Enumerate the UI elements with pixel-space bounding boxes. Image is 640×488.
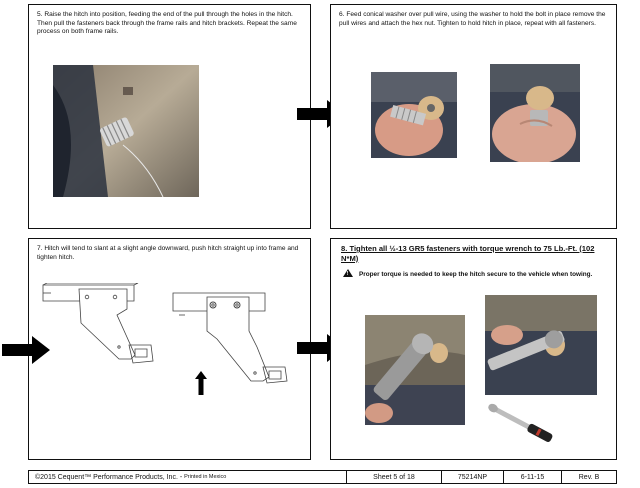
printed-in-text: Printed in Mexico (184, 474, 227, 480)
copyright-text: ©2015 Cequent™ Performance Products, Inc. - (35, 473, 183, 481)
footer-copyright (29, 471, 347, 483)
torque-wrench-tool (483, 399, 561, 449)
warning-triangle-icon: ! (343, 269, 353, 277)
footer-date: 6-11-15 (504, 471, 562, 483)
step-7-panel (28, 238, 311, 460)
step-6-panel (330, 4, 617, 229)
right-arrow-icon (2, 336, 50, 369)
step-6-text: 6. Feed conical washer over pull wire, using the washer to hold the bolt in place remove the pull wires and attach the hex nut. Tighten to hold hitch in place, repeat with all fasteners. (339, 11, 606, 27)
up-arrow-icon (195, 371, 207, 400)
step-8-panel (330, 238, 617, 460)
footer-part-number: 75214NP (442, 471, 504, 483)
torque-warning-text: Proper torque is needed to keep the hitch secure to the vehicle when towing. (359, 271, 593, 278)
step-5-photo (53, 65, 199, 197)
step-6-photo-washer (371, 72, 457, 158)
step-5-panel (28, 4, 311, 229)
torque-warning (343, 269, 610, 278)
step-6-photo-nut (490, 64, 580, 162)
step-7-diagram-straight (167, 291, 292, 391)
step-7-diagram-slanted (39, 283, 164, 383)
step-5-text: 5. Raise the hitch into position, feeding the end of the pull through the holes in the hitch. Then pull the fasteners back through the frame rails and hitch brackets. Repeat the same process on both frame rails. (37, 11, 297, 36)
step-8-photo-torque-wrench (485, 295, 597, 395)
step-7-text: 7. Hitch will tend to slant at a slight angle downward, push hitch straight up into frame and tighten hitch. (37, 245, 299, 261)
footer-sheet: Sheet 5 of 18 (347, 471, 442, 483)
footer (28, 470, 617, 484)
footer-revision: Rev. B (578, 473, 600, 481)
step-8-title: 8. Tighten all ½-13 GR5 fasteners with torque wrench to 75 Lb.-Ft. (102 N*M) (341, 244, 595, 263)
step-8-photo-ratchet (365, 315, 465, 425)
